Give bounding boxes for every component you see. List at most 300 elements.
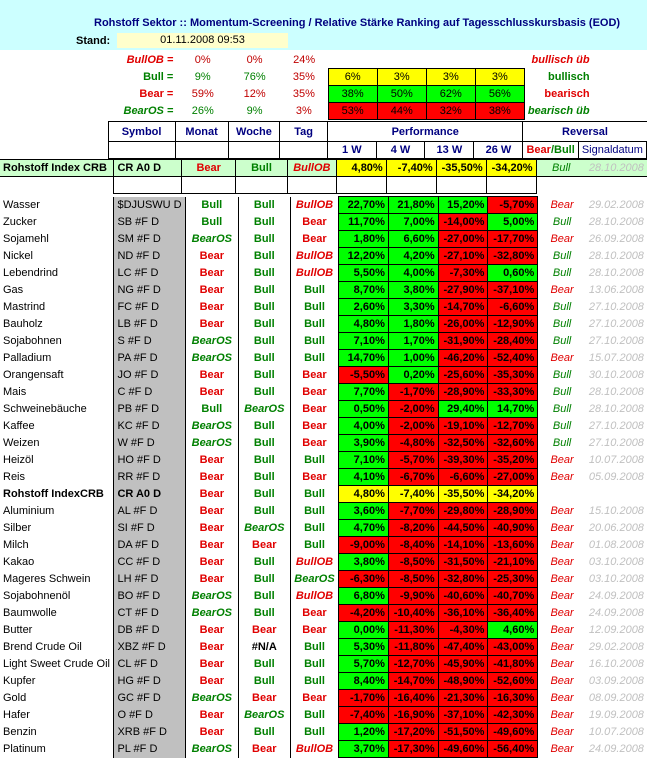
row-symbol: SM #F D [114, 231, 185, 248]
perf-w1: 4,10% [339, 469, 388, 486]
perf-w4: 1,80% [388, 316, 438, 333]
table-row[interactable] [0, 282, 647, 299]
table-row[interactable] [0, 435, 647, 452]
summary-value-m: 0% [194, 53, 211, 66]
row-monat: Bear [185, 707, 238, 724]
perf-w13: 15,20% [438, 197, 488, 214]
row-monat: Bear [185, 571, 238, 588]
row-monat: Bear [185, 520, 238, 537]
header-bear-bull[interactable] [523, 142, 578, 159]
signal-date: 28.10.2008 [586, 160, 647, 177]
signal-date: 24.09.2008 [588, 743, 644, 755]
row-tag: Bull [290, 486, 339, 503]
perf-w1: -9,00% [339, 537, 388, 554]
row-name: Silber [3, 522, 32, 534]
row-symbol: CC #F D [114, 554, 185, 571]
table-row[interactable] [0, 520, 647, 537]
table-row[interactable] [0, 469, 647, 486]
summary-perf-cell: 38% [328, 85, 377, 102]
table-row[interactable] [0, 673, 647, 690]
signal-date: 19.09.2008 [588, 709, 644, 721]
perf-w4: 4,00% [388, 265, 438, 282]
row-symbol: XRB #F D [114, 724, 185, 741]
row-tag: Bear [290, 469, 339, 486]
table-row[interactable] [0, 452, 647, 469]
perf-w1: 8,70% [339, 282, 388, 299]
table-row[interactable] [0, 350, 647, 367]
table-row[interactable] [0, 333, 647, 350]
perf-w26: -17,70% [488, 231, 538, 248]
table-row[interactable] [0, 160, 647, 177]
perf-w1: 4,80% [336, 160, 386, 177]
perf-w26: -52,60% [488, 673, 538, 690]
signal-date: 24.09.2008 [588, 607, 644, 619]
signal-date: 20.06.2008 [588, 522, 644, 534]
perf-w1: 2,60% [339, 299, 388, 316]
summary-perf-cell: 3% [426, 68, 475, 85]
table-row[interactable] [0, 656, 647, 673]
perf-w26: -28,40% [488, 333, 538, 350]
perf-w13: -31,90% [438, 333, 488, 350]
perf-w1: 1,80% [339, 231, 388, 248]
row-monat: BearOS [185, 418, 238, 435]
perf-w4: -11,80% [388, 639, 438, 656]
spacer-cell [0, 177, 114, 194]
perf-w26: -37,10% [488, 282, 538, 299]
perf-w26: 0,60% [488, 265, 538, 282]
row-woche: Bear [239, 622, 291, 639]
summary-perf-cell [377, 51, 426, 68]
spacer-cell [586, 177, 647, 194]
perf-w4: 6,60% [388, 231, 438, 248]
row-symbol: CT #F D [114, 605, 185, 622]
header-26w[interactable]: 26 W [474, 142, 523, 159]
row-monat: BearOS [185, 231, 238, 248]
row-name: Heizöl [3, 454, 34, 466]
row-woche: Bull [239, 299, 291, 316]
row-name: Orangensaft [3, 369, 64, 381]
reversal-signal: Bear [538, 741, 586, 758]
table-row[interactable] [0, 384, 647, 401]
table-row[interactable] [0, 554, 647, 571]
row-monat: BearOS [185, 741, 238, 758]
perf-w26: -6,60% [488, 299, 538, 316]
row-name: Rohstoff IndexCRB [3, 488, 104, 500]
row-symbol: RR #F D [114, 469, 185, 486]
header-bull-label: /Bull [550, 144, 575, 156]
perf-w26: 4,60% [488, 622, 538, 639]
reversal-signal: Bull [538, 384, 586, 401]
perf-w4: -11,30% [388, 622, 438, 639]
perf-w26: 5,00% [488, 214, 538, 231]
reversal-signal: Bear [538, 554, 586, 571]
summary-value-m: 9% [194, 70, 211, 83]
perf-w1: 0,50% [339, 401, 388, 418]
row-monat: BearOS [185, 605, 238, 622]
header-13w[interactable]: 13 W [425, 142, 474, 159]
reversal-signal: Bull [538, 299, 586, 316]
signal-date: 16.10.2008 [588, 658, 644, 670]
signal-date: 27.10.2008 [588, 301, 644, 313]
perf-w26: -21,10% [488, 554, 538, 571]
data-table [0, 196, 647, 758]
signal-date: 30.10.2008 [588, 369, 644, 381]
row-symbol: O #F D [114, 707, 185, 724]
perf-w4: -17,20% [388, 724, 438, 741]
perf-w13: -27,00% [438, 231, 488, 248]
row-monat: Bull [185, 197, 238, 214]
row-symbol: PB #F D [114, 401, 185, 418]
row-symbol: PA #F D [114, 350, 185, 367]
table-row[interactable] [0, 724, 647, 741]
perf-w13: -25,60% [438, 367, 488, 384]
row-woche: Bull [239, 367, 291, 384]
perf-w4: -7,70% [388, 503, 438, 520]
perf-w26: -13,60% [488, 537, 538, 554]
row-symbol: $DJUSWU D [114, 197, 185, 214]
reversal-signal [538, 486, 586, 503]
row-tag: Bear [290, 384, 339, 401]
row-tag: Bull [290, 316, 339, 333]
signal-date: 26.09.2008 [588, 233, 644, 245]
header-tag[interactable]: Tag [280, 122, 328, 142]
row-name: Weizen [3, 437, 40, 449]
row-tag: BullOB [290, 741, 339, 758]
signal-date: 03.10.2008 [588, 556, 644, 568]
perf-w4: 1,00% [388, 350, 438, 367]
row-monat: Bull [185, 214, 238, 231]
row-woche: Bull [239, 418, 291, 435]
signal-date: 29.02.2008 [588, 641, 644, 653]
reversal-signal: Bull [538, 265, 586, 282]
row-tag: Bull [290, 299, 339, 316]
row-tag: BullOB [290, 197, 339, 214]
perf-w1: 11,70% [339, 214, 388, 231]
perf-w13: -46,20% [438, 350, 488, 367]
table-row[interactable] [0, 588, 647, 605]
spacer-cell [386, 177, 436, 194]
perf-w26: -5,70% [488, 197, 538, 214]
row-symbol: NG #F D [114, 282, 185, 299]
row-monat: Bear [185, 554, 238, 571]
reversal-signal: Bull [538, 435, 586, 452]
perf-w4: -7,40% [386, 160, 436, 177]
table-row[interactable] [0, 299, 647, 316]
row-woche: Bull [239, 554, 291, 571]
summary-perf-cell: 38% [475, 102, 524, 119]
signal-date: 15.10.2008 [588, 505, 644, 517]
row-name: Mageres Schwein [3, 573, 91, 585]
reversal-signal: Bull [538, 333, 586, 350]
row-monat: Bear [185, 265, 238, 282]
perf-w1: 1,20% [339, 724, 388, 741]
summary-perf-cell: 50% [377, 85, 426, 102]
row-woche: Bull [239, 333, 291, 350]
perf-w4: 4,20% [388, 248, 438, 265]
signal-date: 27.10.2008 [588, 420, 644, 432]
perf-w13: -51,50% [438, 724, 488, 741]
summary-row [0, 85, 647, 102]
signal-date: 10.07.2008 [588, 454, 644, 466]
row-tag: Bull [290, 282, 339, 299]
row-symbol: HG #F D [114, 673, 185, 690]
perf-w26: -12,70% [488, 418, 538, 435]
table-row[interactable] [0, 503, 647, 520]
header-signaldatum[interactable]: Signaldatum [578, 142, 646, 159]
perf-w4: 21,80% [388, 197, 438, 214]
reversal-signal: Bear [538, 673, 586, 690]
table-row[interactable] [0, 707, 647, 724]
row-name: Schweinebäuche [3, 403, 87, 415]
row-tag: Bear [290, 605, 339, 622]
row-name: Bauholz [3, 318, 43, 330]
perf-w13: -39,30% [438, 452, 488, 469]
signal-date: 10.07.2008 [588, 726, 644, 738]
perf-w4: 3,30% [388, 299, 438, 316]
perf-w13: -29,80% [438, 503, 488, 520]
row-symbol: PL #F D [114, 741, 185, 758]
table-row[interactable] [0, 367, 647, 384]
perf-w26: -34,20% [488, 486, 538, 503]
reversal-signal: Bear [538, 690, 586, 707]
row-name: Palladium [3, 352, 52, 364]
row-name: Kakao [3, 556, 35, 568]
header-symbol[interactable]: Symbol [108, 122, 175, 142]
row-woche: Bull [239, 265, 291, 282]
perf-w13: -14,70% [438, 299, 488, 316]
table-row[interactable] [0, 486, 647, 503]
summary-perf-cell: 56% [475, 85, 524, 102]
row-monat: Bear [185, 537, 238, 554]
summary-label: BullOB = [126, 53, 174, 66]
row-woche: Bear [239, 690, 291, 707]
perf-w13: -36,10% [438, 605, 488, 622]
perf-w4: -17,30% [388, 741, 438, 758]
summary-row [0, 102, 647, 119]
row-woche: Bull [239, 588, 291, 605]
row-symbol: LB #F D [114, 316, 185, 333]
perf-w26: -40,70% [488, 588, 538, 605]
row-woche: Bull [239, 214, 291, 231]
perf-w4: -9,90% [388, 588, 438, 605]
reversal-signal: Bear [538, 724, 586, 741]
perf-w13: -40,60% [438, 588, 488, 605]
table-row[interactable] [0, 401, 647, 418]
perf-w13: -49,60% [438, 741, 488, 758]
row-symbol: LH #F D [114, 571, 185, 588]
row-woche: Bull [239, 656, 291, 673]
row-monat: Bear [185, 384, 238, 401]
row-name: Baumwolle [3, 607, 57, 619]
summary-value-t: 3% [295, 104, 312, 117]
summary-perf-cell: 53% [328, 102, 377, 119]
perf-w26: -25,30% [488, 571, 538, 588]
row-woche: Bull [239, 452, 291, 469]
perf-w13: -27,90% [438, 282, 488, 299]
row-symbol: FC #F D [114, 299, 185, 316]
table-row[interactable] [0, 214, 647, 231]
signal-date: 03.09.2008 [588, 675, 644, 687]
row-woche: Bull [236, 160, 288, 177]
perf-w4: -2,00% [388, 401, 438, 418]
reversal-signal: Bear [538, 656, 586, 673]
table-row[interactable] [0, 316, 647, 333]
perf-w1: 6,80% [339, 588, 388, 605]
perf-w4: -8,20% [388, 520, 438, 537]
table-row[interactable] [0, 571, 647, 588]
summary-perf-cell: 32% [426, 102, 475, 119]
reversal-signal: Bear [538, 571, 586, 588]
table-row[interactable] [0, 690, 647, 707]
perf-w4: -16,90% [388, 707, 438, 724]
perf-w4: -6,70% [388, 469, 438, 486]
summary-label: Bear = [139, 87, 174, 100]
perf-w26: -16,30% [488, 690, 538, 707]
perf-w1: -6,30% [339, 571, 388, 588]
perf-w13: -48,90% [438, 673, 488, 690]
summary-row [0, 51, 647, 68]
row-monat: Bear [185, 316, 238, 333]
header-performance[interactable]: Performance [327, 122, 523, 142]
perf-w13: -19,10% [438, 418, 488, 435]
table-row[interactable] [0, 197, 647, 214]
perf-w13: -28,90% [438, 384, 488, 401]
reversal-signal: Bull [538, 401, 586, 418]
row-monat: Bear [185, 724, 238, 741]
header-reversal[interactable]: Reversal [523, 122, 647, 142]
signal-date: 01.08.2008 [588, 539, 644, 551]
header-bear-label: Bear [526, 144, 551, 156]
row-symbol: SI #F D [114, 520, 185, 537]
perf-w26: -42,30% [488, 707, 538, 724]
perf-w4: -10,40% [388, 605, 438, 622]
summary-perf-cell: 44% [377, 102, 426, 119]
reversal-signal: Bull [538, 248, 586, 265]
spacer-cell [236, 177, 288, 194]
signal-date: 05.09.2008 [588, 471, 644, 483]
perf-w1: 22,70% [339, 197, 388, 214]
reversal-signal: Bear [538, 197, 586, 214]
table-row[interactable] [0, 537, 647, 554]
row-woche: Bull [239, 469, 291, 486]
perf-w1: 3,90% [339, 435, 388, 452]
perf-w13: -27,10% [438, 248, 488, 265]
row-symbol: CR A0 D [114, 160, 182, 177]
row-monat: Bear [182, 160, 236, 177]
perf-w26: -56,40% [488, 741, 538, 758]
row-tag: BullOB [290, 588, 339, 605]
row-symbol: SB #F D [114, 214, 185, 231]
perf-w13: -31,50% [438, 554, 488, 571]
row-woche: #N/A [239, 639, 291, 656]
perf-w1: 5,70% [339, 656, 388, 673]
perf-w4: 0,20% [388, 367, 438, 384]
perf-w4: -8,50% [388, 554, 438, 571]
table-row[interactable] [0, 639, 647, 656]
row-tag: Bull [290, 452, 339, 469]
perf-w26: -12,90% [488, 316, 538, 333]
table-row[interactable] [0, 418, 647, 435]
reversal-signal: Bear [538, 622, 586, 639]
column-header-table [0, 121, 647, 159]
header-woche[interactable]: Woche [228, 122, 280, 142]
perf-w1: -4,20% [339, 605, 388, 622]
spacer-cell [536, 177, 586, 194]
perf-w4: -16,40% [388, 690, 438, 707]
table-row[interactable] [0, 605, 647, 622]
perf-w13: -26,00% [438, 316, 488, 333]
table-row[interactable] [0, 622, 647, 639]
row-tag: Bull [290, 520, 339, 537]
signal-date: 28.10.2008 [588, 216, 644, 228]
perf-w26: -33,30% [488, 384, 538, 401]
perf-w13: 29,40% [438, 401, 488, 418]
summary-label: Bull = [143, 70, 174, 83]
row-symbol: CR A0 D [114, 486, 185, 503]
signal-date: 15.07.2008 [588, 352, 644, 364]
row-symbol: HO #F D [114, 452, 185, 469]
row-symbol: S #F D [114, 333, 185, 350]
perf-w1: 3,60% [339, 503, 388, 520]
spacer-cell [287, 177, 336, 194]
table-row[interactable] [0, 741, 647, 758]
perf-w4: -12,70% [388, 656, 438, 673]
perf-w4: 1,70% [388, 333, 438, 350]
row-symbol: CL #F D [114, 656, 185, 673]
row-tag: Bear [290, 690, 339, 707]
table-row[interactable] [0, 231, 647, 248]
row-tag: Bear [290, 214, 339, 231]
reversal-signal: Bear [538, 282, 586, 299]
row-name: Zucker [3, 216, 37, 228]
perf-w4: 3,80% [388, 282, 438, 299]
row-monat: Bear [185, 282, 238, 299]
header-4w[interactable]: 4 W [376, 142, 425, 159]
perf-w1: -1,70% [339, 690, 388, 707]
header-area [0, 0, 647, 50]
row-symbol: DB #F D [114, 622, 185, 639]
spacer-cell [114, 177, 182, 194]
row-name: Butter [3, 624, 33, 636]
row-tag: Bull [290, 639, 339, 656]
perf-w1: 14,70% [339, 350, 388, 367]
header-monat[interactable]: Monat [175, 122, 228, 142]
row-tag: Bear [290, 435, 339, 452]
signal-date: 29.02.2008 [588, 199, 644, 211]
reversal-signal: Bull [538, 316, 586, 333]
table-row[interactable] [0, 265, 647, 282]
spacer-cell [486, 177, 536, 194]
stand-value-cell[interactable]: 01.11.2008 09:53 [117, 33, 288, 48]
row-name: Benzin [3, 726, 37, 738]
row-name: Aluminium [3, 505, 55, 517]
row-symbol: ND #F D [114, 248, 185, 265]
row-symbol: LC #F D [114, 265, 185, 282]
perf-w26: -43,00% [488, 639, 538, 656]
row-name: Lebendrind [3, 267, 59, 279]
signal-date [586, 486, 647, 503]
perf-w4: -8,40% [388, 537, 438, 554]
reversal-signal: Bull [538, 214, 586, 231]
row-name: Kaffee [3, 420, 35, 432]
row-tag: Bear [290, 231, 339, 248]
perf-w13: -4,30% [438, 622, 488, 639]
header-1w[interactable]: 1 W [327, 142, 376, 159]
row-symbol: KC #F D [114, 418, 185, 435]
signal-date: 28.10.2008 [588, 250, 644, 262]
perf-w13: -32,50% [438, 435, 488, 452]
table-row[interactable] [0, 248, 647, 265]
